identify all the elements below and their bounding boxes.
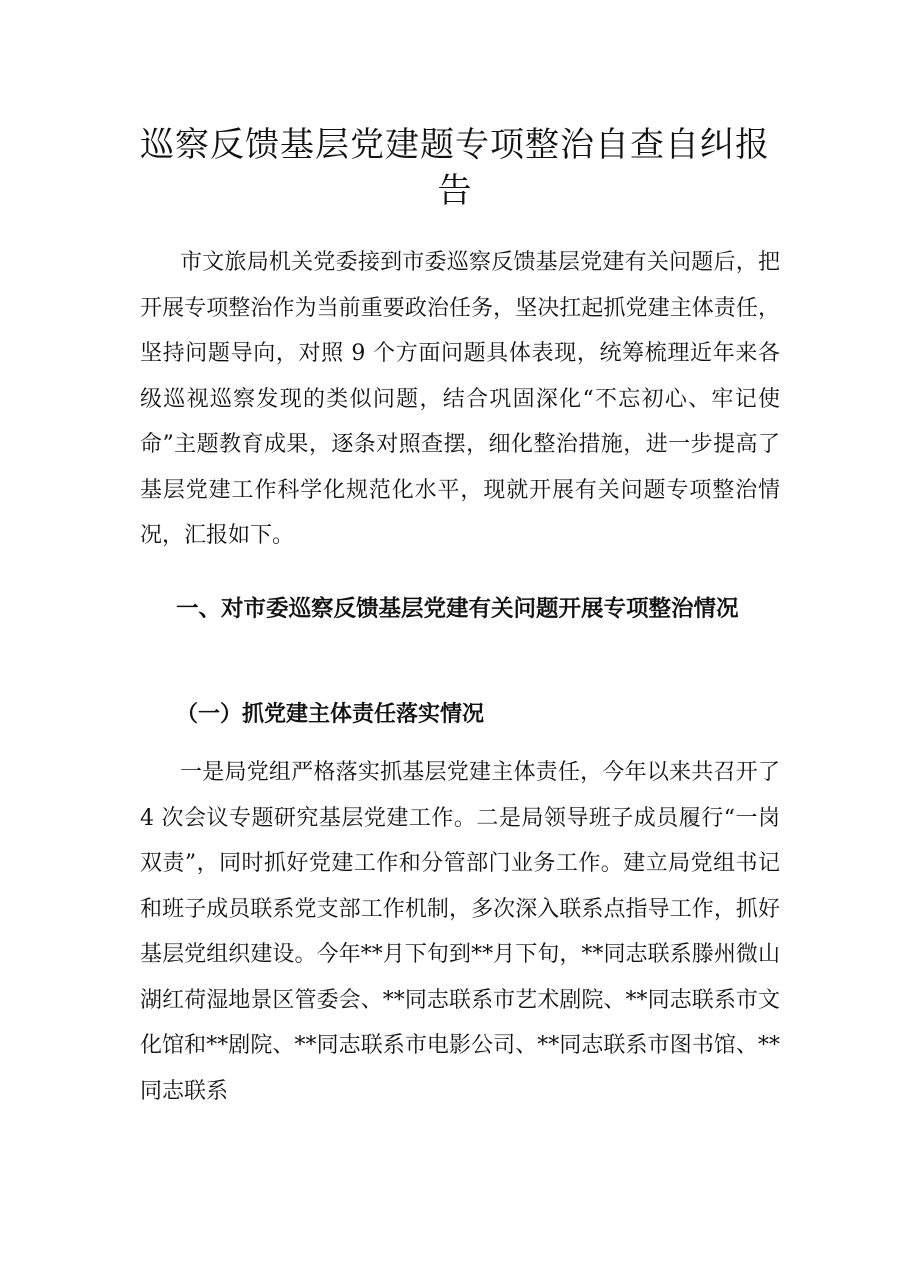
document-title: 巡察反馈基层党建题专项整治自查自纠报告	[140, 125, 770, 211]
subsection-heading: （一）抓党建主体责任落实情况	[176, 702, 485, 727]
section-heading: 一、对市委巡察反馈基层党建有关问题开展专项整治情况	[176, 596, 739, 622]
body-paragraph: 一是局党组严格落实抓基层党建主体责任，今年以来共召开了 4 次会议专题研究基层党建工作。二是局领导班子成员履行“一岗双责”，同时抓好党建工作和分管部门业务工作。建立局党组书记和班子成员联系党支部工作机制，多次深入联系点指导工作，抓好基层党组织建设。今年**月下旬到**月下旬，**同志联系滕州微山湖红荷湿地景区管委会、**同志联系市艺术剧院、**同志联系市文化馆和**剧院、**同志联系市电影公司、**同志联系市图书馆、**同志联系	[140, 760, 780, 1104]
intro-paragraph: 市文旅局机关党委接到市委巡察反馈基层党建有关问题后，把开展专项整治作为当前重要政治任务，坚决扛起抓党建主体责任，坚持问题导向，对照 9 个方面问题具体表现，统筹梳理近年来各级巡视巡察发现的类似问题，结合巩固深化“不忘初心、牢记使命”主题教育成果，逐条对照查摆，细化整治措施，进一步提高了基层党建工作科学化规范化水平，现就开展有关问题专项整治情况，汇报如下。	[140, 250, 780, 548]
